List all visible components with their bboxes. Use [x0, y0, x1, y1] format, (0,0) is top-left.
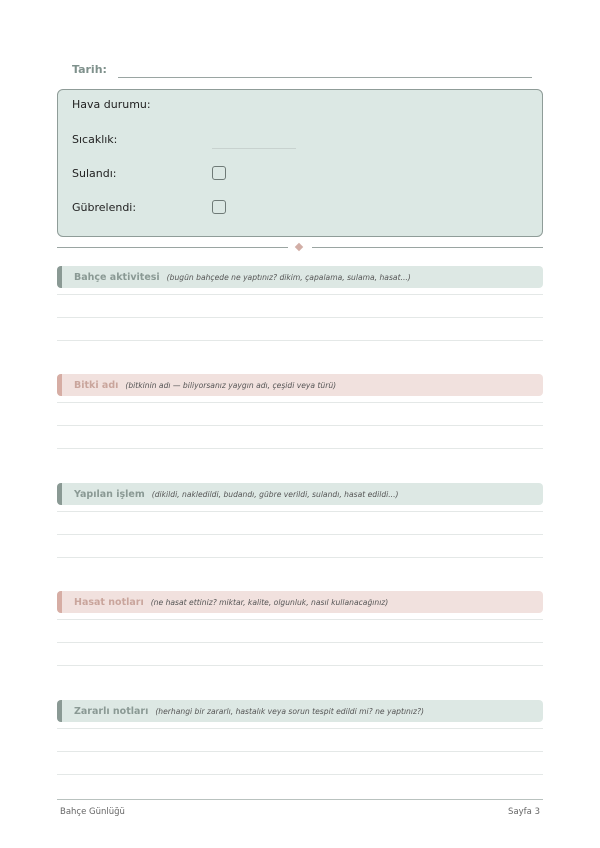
- section-title: Hasat notları: [74, 596, 144, 608]
- section-header-harvest-notes: [57, 591, 543, 613]
- writing-line[interactable]: [57, 534, 543, 535]
- section-header-pest-notes: [57, 700, 543, 722]
- section-title: Bahçe aktivitesi: [74, 271, 160, 283]
- writing-line[interactable]: [57, 619, 543, 620]
- writing-line[interactable]: [57, 511, 543, 512]
- writing-line[interactable]: [57, 294, 543, 295]
- section-accent-bar: [57, 483, 62, 505]
- section-accent-bar: [57, 374, 62, 396]
- diamond-ornament-icon: [295, 243, 303, 251]
- date-input-line[interactable]: [118, 77, 532, 78]
- section-hint: (ne hasat ettiniz? miktar, kalite, olgunluk, nasıl kullanacağınız): [150, 597, 389, 607]
- section-accent-bar: [57, 266, 62, 288]
- fertilized-checkbox[interactable]: [212, 200, 226, 214]
- section-title: Zararlı notları: [74, 705, 149, 717]
- section-hint: (bugün bahçede ne yaptınız? dikim, çapalama, sulama, hasat...): [166, 272, 411, 282]
- section-hint: (herhangi bir zararlı, hastalık veya sorun tespit edildi mi? ne yaptınız?): [155, 706, 424, 716]
- divider-right: [312, 247, 543, 248]
- daily-info-box: [57, 89, 543, 237]
- writing-line[interactable]: [57, 425, 543, 426]
- watered-label: Sulandı:: [72, 167, 117, 180]
- watered-checkbox[interactable]: [212, 166, 226, 180]
- writing-line[interactable]: [57, 728, 543, 729]
- writing-line[interactable]: [57, 751, 543, 752]
- writing-line[interactable]: [57, 557, 543, 558]
- writing-line[interactable]: [57, 448, 543, 449]
- section-accent-bar: [57, 700, 62, 722]
- section-hint: (bitkinin adı — biliyorsanız yaygın adı, çeşidi veya türü): [125, 380, 337, 390]
- footer-divider: [57, 799, 543, 800]
- divider-left: [57, 247, 288, 248]
- writing-line[interactable]: [57, 317, 543, 318]
- writing-line[interactable]: [57, 340, 543, 341]
- footer-title: Bahçe Günlüğü: [60, 807, 125, 817]
- temperature-input-line[interactable]: [212, 148, 296, 149]
- section-header-plant-name: [57, 374, 543, 396]
- section-title: Yapılan işlem: [74, 488, 145, 500]
- page-number: Sayfa 3: [508, 807, 540, 817]
- temperature-label: Sıcaklık:: [72, 133, 118, 146]
- weather-label: Hava durumu:: [72, 98, 151, 111]
- writing-line[interactable]: [57, 642, 543, 643]
- section-hint: (dikildi, nakledildi, budandı, gübre verildi, sulandı, hasat edildi...): [151, 489, 399, 499]
- section-header-garden-activity: [57, 266, 543, 288]
- fertilized-label: Gübrelendi:: [72, 201, 137, 214]
- section-header-action: [57, 483, 543, 505]
- section-accent-bar: [57, 591, 62, 613]
- writing-line[interactable]: [57, 774, 543, 775]
- date-label: Tarih:: [72, 63, 107, 76]
- writing-line[interactable]: [57, 665, 543, 666]
- section-title: Bitki adı: [74, 379, 119, 391]
- writing-line[interactable]: [57, 402, 543, 403]
